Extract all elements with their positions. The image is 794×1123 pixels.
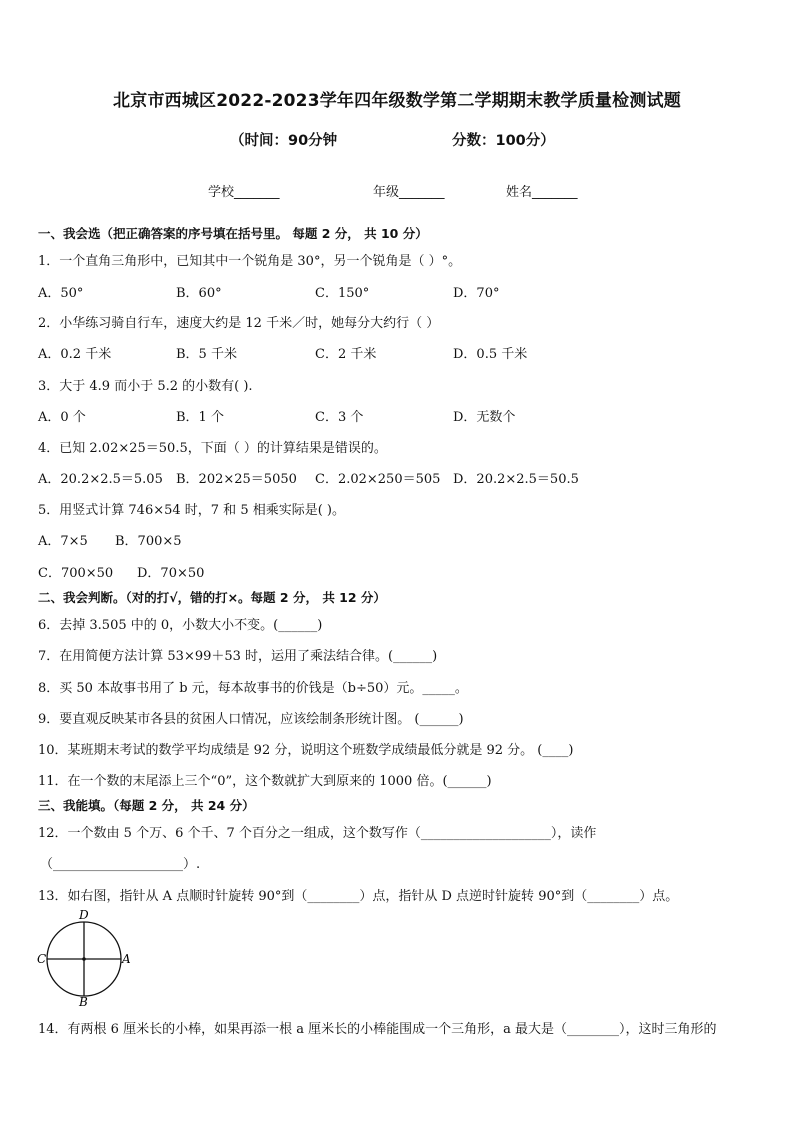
q3-option-b: B．1 个 — [176, 410, 224, 425]
q3-option-d: D．无数个 — [453, 410, 516, 425]
question-7: 7．在用简便方法计算 53×99＋53 时，运用了乘法结合律。(______) — [38, 649, 438, 664]
grade-field: 年级_______ — [373, 185, 445, 200]
q2-option-d: D．0.5 千米 — [453, 347, 528, 362]
q2-option-c: C．2 千米 — [315, 347, 377, 362]
question-2: 2．小华练习骑自行车，速度大约是 12 千米／时，她每分大约行（ ） — [38, 316, 440, 331]
question-10: 10．某班期末考试的数学平均成绩是 92 分，说明这个班数学成绩最低分就是 92 分。 (____) — [38, 743, 574, 758]
q5-option-d: D．70×50 — [137, 566, 205, 581]
question-4: 4．已知 2.02×25＝50.5，下面（ ）的计算结果是错误的。 — [38, 441, 387, 456]
q1-option-d: D．70° — [453, 286, 500, 301]
page-title: 北京市西城区2022-2023学年四年级数学第二学期期末教学质量检测试题 — [113, 91, 681, 111]
question-9: 9．要直观反映某市各县的贫困人口情况，应该绘制条形统计图。 (______) — [38, 712, 464, 727]
q1-option-c: C．150° — [315, 286, 370, 301]
q5-option-a: A．7×5 — [38, 534, 88, 549]
question-3: 3．大于 4.9 而小于 5.2 的小数有( ). — [38, 379, 253, 394]
q3-option-a: A．0 个 — [38, 410, 86, 425]
point-d-label: D — [79, 908, 89, 922]
q1-option-a: A．50° — [38, 286, 84, 301]
question-13: 13．如右图，指针从 A 点顺时针旋转 90°到（________）点，指针从 D 点逆时针旋转 90°到（________）点。 — [38, 889, 679, 904]
time-limit: （时间：90分钟 — [230, 133, 338, 149]
question-12: 12．一个数由 5 个万、6 个千、7 个百分之一组成，这个数写作（____________________），读作 — [38, 826, 597, 841]
question-1: 1．一个直角三角形中，已知其中一个锐角是 30°，另一个锐角是（ ）°。 — [38, 254, 462, 269]
question-6: 6．去掉 3.505 中的 0，小数大小不变。(______) — [38, 618, 323, 633]
question-5: 5．用竖式计算 746×54 时，7 和 5 相乘实际是( )。 — [38, 503, 345, 518]
q5-option-c: C．700×50 — [38, 566, 114, 581]
total-score: 分数：100分） — [452, 133, 555, 149]
point-c-label: C — [37, 952, 47, 966]
name-field: 姓名_______ — [506, 185, 578, 200]
q2-option-a: A．0.2 千米 — [38, 347, 112, 362]
q4-option-a: A．20.2×2.5＝5.05 — [38, 472, 163, 487]
q2-option-b: B．5 千米 — [176, 347, 237, 362]
school-field: 学校_______ — [208, 185, 280, 200]
point-b-label: B — [79, 995, 88, 1008]
question-14: 14．有两根 6 厘米长的小棒，如果再添一根 a 厘米长的小棒能围成一个三角形，a 最大是（________），这时三角形的 — [38, 1022, 717, 1037]
q4-option-b: B．202×25＝5050 — [176, 472, 297, 487]
question-8: 8．买 50 本故事书用了 b 元，每本故事书的价钱是（b÷50）元。_____。 — [38, 681, 468, 696]
question-12-continued: （____________________）. — [40, 857, 201, 872]
section-heading-judge: 二、我会判断。（对的打√，错的打×。每题 2 分， 共 12 分） — [38, 590, 386, 605]
section-heading-fill: 三、我能填。（每题 2 分， 共 24 分） — [38, 798, 255, 813]
q1-option-b: B．60° — [176, 286, 222, 301]
q4-option-d: D．20.2×2.5＝50.5 — [453, 472, 579, 487]
question-11: 11．在一个数的末尾添上三个“0”，这个数就扩大到原来的 1000 倍。(______) — [38, 774, 492, 789]
q5-option-b: B．700×5 — [115, 534, 182, 549]
q3-option-c: C．3 个 — [315, 410, 364, 425]
q4-option-c: C．2.02×250＝505 — [315, 472, 441, 487]
clock-dial-figure — [36, 908, 136, 1008]
dial-center — [82, 957, 86, 961]
section-heading-choice: 一、我会选（把正确答案的序号填在括号里。 每题 2 分， 共 10 分） — [38, 226, 428, 241]
point-a-label: A — [122, 952, 131, 966]
